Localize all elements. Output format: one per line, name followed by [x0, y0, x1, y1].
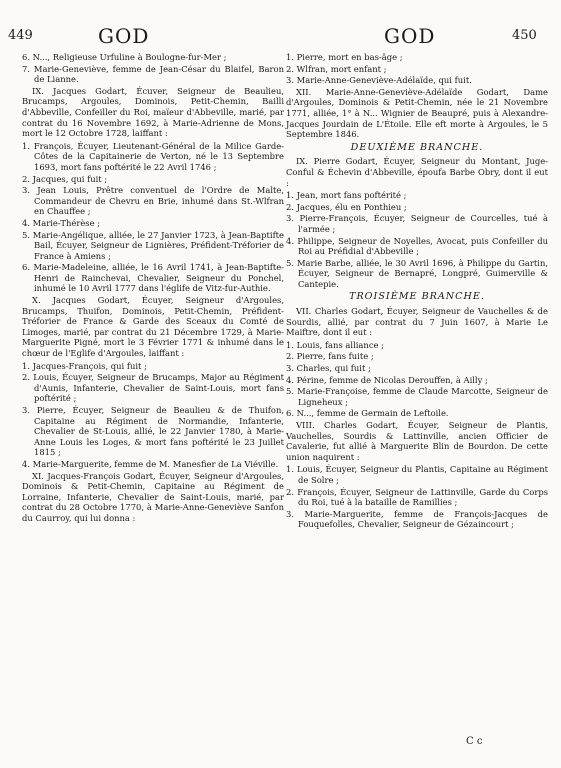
descendant-list-item: 1. Louis, Écuyer, Seigneur du Plantis, Capitaine au Régiment de Solre ;	[286, 464, 548, 485]
descendant-list-item: 4. Philippe, Seigneur de Noyelles, Avocat, puis Confeiller du Roi au Préfidial d'Abbeville ;	[286, 235, 548, 257]
descendant-list-item: 2. Louis, Écuyer, Seigneur de Brucamps, Major au Régiment d'Aunis, Infanterie, Chevalier de Saint-Louis, mort fans poftérité ;	[22, 372, 284, 404]
right-running-head: GOD	[384, 24, 436, 48]
descendant-list-item: 1. Jean, mort fans poftérité ;	[286, 190, 407, 201]
descendant-list-item: 6. Marie-Madeleine, alliée, le 16 Avril 1741, à Jean-Baptifte-Henri de Rainchevai, Chevalier, Seigneur du Ponchel, inhumé le 10 Avril 1777 dans l'églife de Vitz-fur-Authie.	[22, 262, 284, 294]
right-page-number: 450	[512, 28, 537, 43]
section-heading: TROISIÈME BRANCHE.	[349, 291, 485, 303]
descendant-list-item: 3. Marie-Marguerite, femme de François-Jacques de Fouquefolles, Chevalier, Seigneur de Gézaincourt ;	[286, 508, 548, 530]
descendant-list-item: 1. Louis, fans alliance ;	[286, 339, 384, 350]
descendant-list-item: 2. Jacques, qui fuit ;	[22, 173, 108, 184]
descendant-list-item: 5. Marie-Françoise, femme de Claude Marcotte, Seigneur de Ligneheux ;	[286, 386, 548, 407]
signature-mark: C c	[466, 736, 483, 747]
descendant-list-item: 3. Charles, qui fuit ;	[286, 363, 371, 374]
descendant-list-item: 2. Pierre, fans fuite ;	[286, 351, 374, 362]
genealogy-paragraph: XI. Jacques-François Godart, Écuyer, Seigneur d'Argoules, Dominois & Petit-Chemin, Capitaine au Régiment de Lorraine, Infanterie, Chevalier de Saint-Louis, marié, par contrat du 28 Octobre 1770, à Marie-Anne-Geneviève Sanfon du Caurroy, qui lui donna :	[22, 470, 284, 523]
descendant-list-item: 1. Pierre, mort en bas-âge ;	[286, 52, 403, 62]
descendant-list-item: 4. Marie-Marguerite, femme de M. Manesfier de La Viéville.	[22, 458, 279, 469]
descendant-list-item: 3. Pierre-François, Écuyer, Seigneur de Courcelles, tué à l'armée ;	[286, 213, 548, 234]
left-page-number: 449	[8, 28, 33, 43]
genealogy-paragraph: VIII. Charles Godart, Écuyer, Seigneur de Plantis, Vauchelles, Sourdis & Lattinville, ancien Officier de Cavalerie, fut allié à Marguerite Blin de Bourdon. De cette union naquirent :	[286, 420, 548, 462]
left-text-column	[22, 52, 284, 526]
section-heading: DEUXIÈME BRANCHE.	[350, 141, 484, 153]
genealogy-paragraph: VII. Charles Godart, Écuyer, Seigneur de Vauchelles & de Sourdis, allié, par contrat du 7 Juin 1607, à Marie Le Maiftre, dont il eut :	[286, 306, 548, 338]
descendant-list-item: 4. Périne, femme de Nicolas Derouffen, à Ailly ;	[286, 374, 488, 385]
descendant-list-item: 3. Marie-Anne-Geneviève-Adélaïde, qui fuit.	[286, 75, 472, 86]
descendant-list-item: 2. Wlfran, mort enfant ;	[286, 63, 387, 74]
descendant-list-item: 3. Jean Louis, Prêtre conventuel de l'Ordre de Malte, Commandeur de Chevru en Brie, inhumé dans St.-Wlfran en Chauffee ;	[22, 185, 284, 217]
genealogy-paragraph: X. Jacques Godart, Écuyer, Seigneur d'Argoules, Brucamps, Thuifon, Dominois, Petit-Chemin, Préfident-Tréforier de France & Garde des Sceaux du Comté de Limoges, marié, par contrat du 21 Décembre 1729, à Marie-Marguerite Pigné, mort le 3 Février 1771 & inhumé dans le chœur de l'Eglife d'Argoules, laiffant :	[22, 295, 284, 359]
genealogy-paragraph: XII. Marie-Anne-Geneviève-Adélaïde Godart, Dame d'Argoules, Dominois & Petit-Chemin, née le 21 Novembre 1771, alliée, 1° à N... Wignier de Beaupré, puis à Alexandre-Jacques Jourdain de L'Étoile. Elle eft morte à Argoules, le 5 Septembre 1846.	[286, 86, 548, 140]
descendant-list-item: 6. N..., Religieuse Urfuline à Boulogne-fur-Mer ;	[22, 52, 227, 62]
descendant-list-item: 3. Pierre, Écuyer, Seigneur de Beaulieu & de Thuifon, Capitaine au Régiment de Normandie, Infanterie, Chevalier de St-Louis, allié, le 22 Janvier 1780, à Marie-Anne Louis les Loges, & mort fans poftérité le 23 Juillet 1815 ;	[22, 405, 284, 458]
descendant-list-item: 2. Jacques, élu en Ponthieu ;	[286, 201, 407, 212]
descendant-list-item: 5. Marie Barbe, alliée, le 30 Avril 1696, à Philippe du Gartin, Écuyer, Seigneur de Bernapré, Longpré, Guimerville & Cantepie.	[286, 257, 548, 289]
right-text-column	[286, 52, 548, 531]
left-running-head: GOD	[98, 24, 150, 48]
genealogy-paragraph: IX. Pierre Godart, Écuyer, Seigneur du Montant, Juge-Conful & Échevin d'Abbeville, époufa Barbe Obry, dont il eut :	[286, 156, 548, 188]
descendant-list-item: 7. Marie-Geneviève, femme de Jean-César du Blaifel, Baron de Lianne.	[22, 63, 284, 85]
genealogy-paragraph: IX. Jacques Godart, Écuver, Seigneur de Beaulieu, Brucamps, Argoules, Dominois, Petit-Chemin, Bailli d'Abbeville, Confeiller du Roi, maïeur d'Abbeville, marié, par contrat du 16 Novembre 1692, à Marie-Adrienne de Mons, mort le 12 Octobre 1728, laiffant :	[22, 85, 284, 139]
descendant-list-item: 5. Marie-Angélique, alliée, le 27 Janvier 1723, à Jean-Baptifte Bail, Écuyer, Seigneur de Lignières, Préfident-Tréforier de France à Amiens ;	[22, 229, 284, 261]
descendant-list-item: 1. Jacques-François, qui fuit ;	[22, 360, 147, 371]
descendant-list-item: 1. François, Écuyer, Lieutenant-Général de la Milice Garde-Côtes de la Capitainerie de Verton, né le 13 Septembre 1693, mort fans poftérité le 22 Avril 1746 ;	[22, 140, 284, 172]
descendant-list-item: 6. N..., femme de Germain de Leftoile.	[286, 408, 449, 419]
descendant-list-item: 4. Marie-Thérèse ;	[22, 217, 101, 228]
descendant-list-item: 2. François, Écuyer, Seigneur de Lattinville, Garde du Corps du Roi, tué à la bataille de Ramillies ;	[286, 486, 548, 508]
